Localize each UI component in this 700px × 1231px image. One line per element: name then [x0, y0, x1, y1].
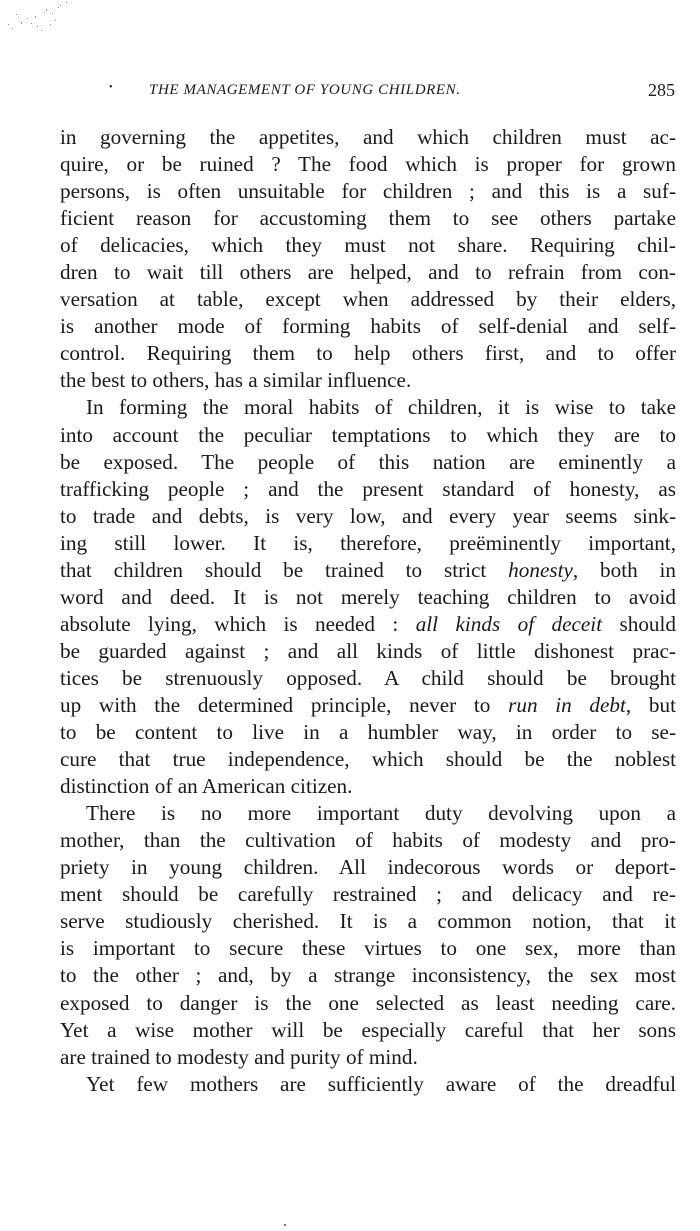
text-line: to the other ; and, by a strange inconsistency, the sex most: [60, 963, 676, 988]
text-line: Yet a wise mother will be especially careful that her sons: [60, 1017, 676, 1042]
text-line: be exposed. The people of this nation are eminently a: [60, 449, 676, 474]
paragraph-2: [60, 394, 676, 800]
page-body: [60, 124, 676, 1098]
text-line: distinction of an American citizen.: [60, 774, 353, 799]
text-line: ing still lower. It is, therefore, preëminently important,: [60, 530, 676, 555]
text-line: [60, 611, 676, 638]
text-line: the best to others, has a similar influence.: [60, 368, 412, 393]
text-run: up with the determined principle, never to: [60, 692, 509, 717]
scan-speckle-noise: [0, 0, 70, 45]
text-line: Yet few mothers are sufficiently aware of the dreadful: [86, 1071, 676, 1096]
text-line: dren to wait till others are helped, and to refrain from con-: [60, 260, 676, 285]
italic-emphasis: honesty: [508, 557, 573, 582]
text-line: is another mode of forming habits of self-denial and self-: [60, 314, 676, 339]
text-line: cure that true independence, which should be the noblest: [60, 747, 676, 772]
text-line: [60, 557, 676, 584]
text-line: ficient reason for accustoming them to see others partake: [60, 206, 676, 231]
italic-emphasis: run in debt: [508, 692, 626, 717]
text-run: , both in: [572, 557, 676, 582]
scan-artifact-dot: [284, 1224, 286, 1226]
paragraph-3: [60, 800, 676, 1070]
text-run: , but: [625, 692, 676, 717]
text-run: absolute lying, which is needed :: [60, 611, 416, 636]
text-line: tices be strenuously opposed. A child should be brought: [60, 665, 676, 690]
text-line: is important to secure these virtues to one sex, more than: [60, 936, 676, 961]
text-line: [60, 692, 676, 719]
page-number: 285: [648, 80, 675, 100]
text-line: in governing the appetites, and which children must ac-: [60, 125, 676, 149]
text-line: word and deed. It is not merely teaching children to avoid: [60, 584, 676, 609]
running-head: [105, 80, 675, 104]
text-line: to trade and debts, is very low, and every year seems sink-: [60, 503, 676, 528]
text-line: trafficking people ; and the present standard of honesty, as: [60, 476, 676, 501]
text-line: priety in young children. All indecorous words or deport-: [60, 855, 676, 880]
paragraph-4: [60, 1071, 676, 1098]
text-run: should: [602, 611, 676, 636]
text-line: be guarded against ; and all kinds of little dishonest prac-: [60, 638, 676, 663]
italic-emphasis: all kinds of deceit: [415, 611, 603, 636]
text-line: of delicacies, which they must not share. Requiring chil-: [60, 233, 676, 258]
text-line: versation at table, except when addressed by their elders,: [60, 287, 676, 312]
text-line: mother, than the cultivation of habits of modesty and pro-: [60, 828, 676, 853]
running-title: THE MANAGEMENT OF YOUNG CHILDREN.: [149, 82, 461, 98]
text-line: There is no more important duty devolving upon a: [86, 801, 676, 826]
text-line: serve studiously cherished. It is a common notion, that it: [60, 909, 676, 934]
header-mark: •: [109, 82, 113, 93]
text-line: ment should be carefully restrained ; and delicacy and re-: [60, 882, 676, 907]
text-line: quire, or be ruined ? The food which is proper for grown: [60, 152, 676, 177]
text-line: into account the peculiar temptations to which they are to: [60, 422, 676, 447]
text-line: persons, is often unsuitable for children ; and this is a suf-: [60, 179, 676, 204]
text-line: exposed to danger is the one selected as least needing care.: [60, 990, 676, 1015]
text-run: that children should be trained to strict: [60, 557, 509, 582]
text-line: to be content to live in a humbler way, in order to se-: [60, 720, 676, 745]
paragraph-1: [60, 124, 676, 394]
text-line: In forming the moral habits of children, it is wise to take: [86, 395, 676, 420]
text-line: control. Requiring them to help others first, and to offer: [60, 341, 676, 366]
text-line: are trained to modesty and purity of mind.: [60, 1044, 418, 1069]
